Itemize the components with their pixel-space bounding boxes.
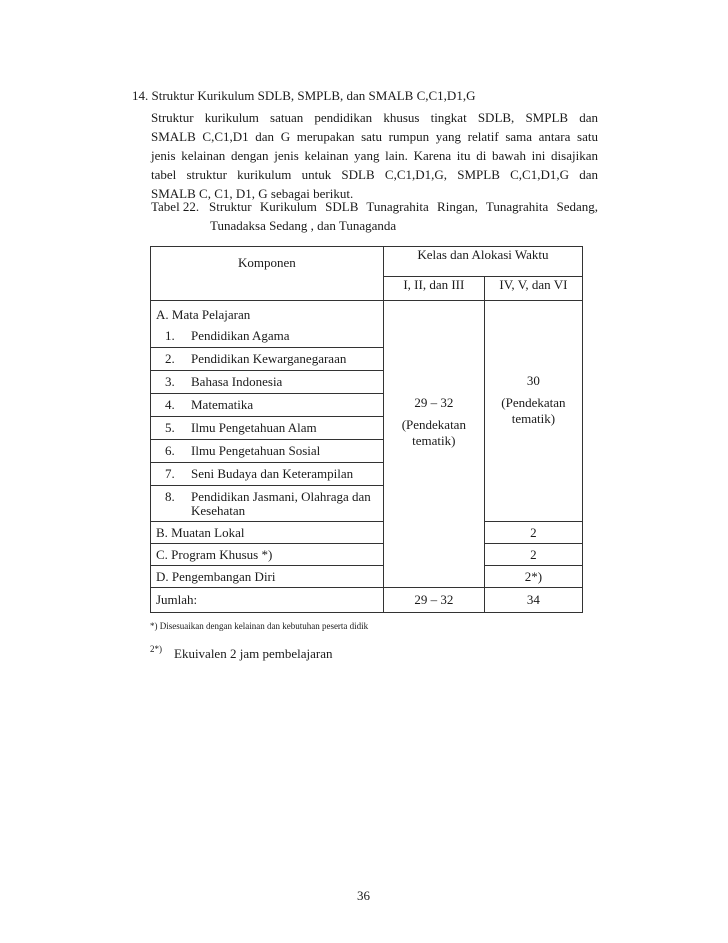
header-col-2: IV, V, dan VI [484, 277, 582, 301]
table-row [151, 486, 384, 522]
section-paragraph [151, 108, 598, 203]
paragraph-line: tabel struktur kurikulum untuk SDLB C,C1,D1,G, SMPLB C,C1,D1,G dan [151, 167, 598, 182]
subject-number: 7. [165, 466, 175, 481]
note-equivalent [150, 646, 332, 662]
paragraph-line: Struktur kurikulum satuan pendidikan khusus tingkat SDLB, SMPLB dan [151, 110, 598, 125]
subject-name: Ilmu Pengetahuan Sosial [191, 443, 321, 458]
curriculum-table [150, 246, 583, 613]
row-muatan-lokal: B. Muatan Lokal [151, 522, 384, 544]
col2-value-cell [484, 301, 582, 522]
table-row [151, 417, 384, 440]
paragraph-line: SMALB C,C1,D1 dan G merupakan satu rumpun yang relatif sama antara satu [151, 129, 598, 144]
caption-line-2: Tunadaksa Sedang , dan Tunaganda [210, 218, 397, 233]
subject-number: 3. [165, 374, 175, 389]
caption-line-1: Struktur Kurikulum SDLB Tunagrahita Ringan, Tunagrahita Sedang, [209, 199, 598, 214]
section-heading: 14. Struktur Kurikulum SDLB, SMPLB, dan SMALB C,C1,D1,G [132, 88, 476, 103]
paragraph-line: SMALB C, C1, D1, G sebagai berikut. [151, 186, 354, 201]
subject-name: Pendidikan Agama [191, 327, 290, 343]
col2-note-2: tematik) [511, 411, 556, 426]
header-class-allocation: Kelas dan Alokasi Waktu [383, 247, 582, 277]
table-row [151, 348, 384, 371]
group-mata-pelajaran [151, 301, 384, 325]
jumlah-col1: 29 – 32 [383, 588, 484, 613]
note-text: Ekuivalen 2 jam pembelajaran [174, 646, 333, 661]
col1-range-cell [383, 301, 484, 588]
row-jumlah: Jumlah: [151, 588, 384, 613]
table-row [151, 394, 384, 417]
jumlah-col2: 34 [484, 588, 582, 613]
page-number: 36 [357, 888, 370, 903]
subject-number: 5. [165, 420, 175, 435]
table-caption [151, 197, 598, 235]
subject-name: Bahasa Indonesia [191, 374, 283, 389]
muatan-lokal-value: 2 [484, 522, 582, 544]
subject-name: Matematika [191, 397, 254, 412]
program-khusus-value: 2 [484, 544, 582, 566]
table-row [151, 440, 384, 463]
subject-name: Pendidikan Jasmani, Olahraga dan Kesehatan [191, 489, 371, 518]
row-pengembangan-diri: D. Pengembangan Diri [151, 566, 384, 588]
subject-name: Pendidikan Kewarganegaraan [191, 351, 347, 366]
table-row [151, 325, 384, 348]
col2-note-1: (Pendekatan [501, 395, 566, 410]
pengembangan-value: 2*) [484, 566, 582, 588]
col2-value: 30 [526, 373, 540, 388]
subject-number: 1. [165, 327, 175, 343]
caption-number: Tabel 22. [151, 199, 200, 214]
table-row [151, 463, 384, 486]
note-mark: 2*) [150, 644, 162, 654]
subject-number: 2. [165, 351, 175, 366]
subject-number: 8. [165, 489, 175, 504]
row-program-khusus: C. Program Khusus *) [151, 544, 384, 566]
subject-number: 6. [165, 443, 175, 458]
subject-number: 4. [165, 397, 175, 412]
group-label: A. Mata Pelajaran [156, 307, 251, 322]
col1-range: 29 – 32 [414, 395, 454, 410]
table-row [151, 371, 384, 394]
col1-note-2: tematik) [412, 433, 456, 448]
col1-note-1: (Pendekatan [401, 417, 466, 432]
subject-name: Ilmu Pengetahuan Alam [191, 420, 317, 435]
header-component: Komponen [151, 247, 384, 301]
table-footnote: *) Disesuaikan dengan kelainan dan kebutuhan peserta didik [150, 621, 369, 631]
paragraph-line: jenis kelainan dengan jenis kelainan yang lain. Karena itu di bawah ini disajikan [151, 148, 598, 163]
subject-name: Seni Budaya dan Keterampilan [191, 466, 354, 481]
header-col-1: I, II, dan III [383, 277, 484, 301]
